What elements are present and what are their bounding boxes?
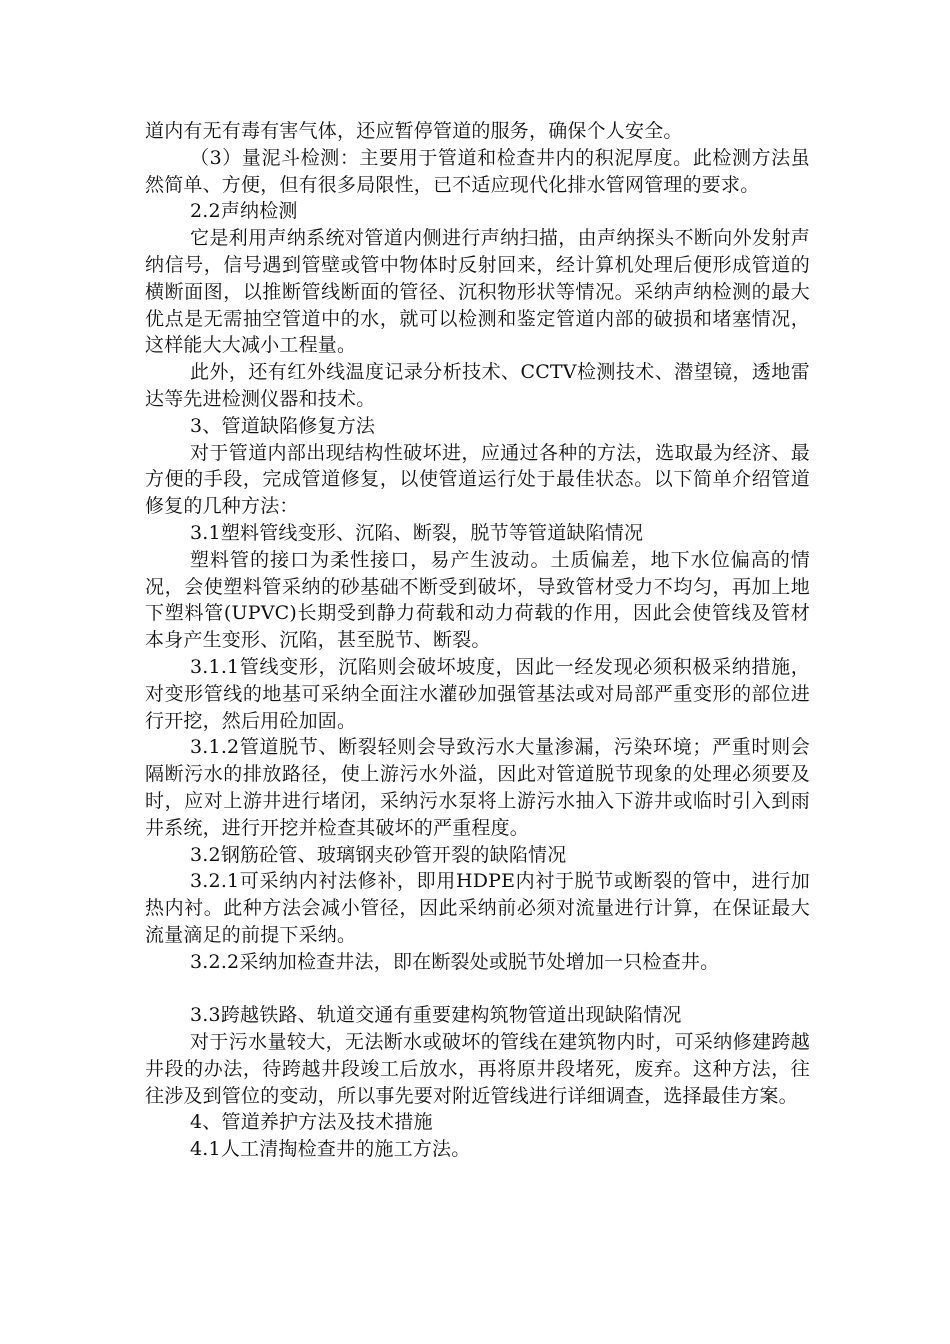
paragraph: 对于管道内部出现结构性破坏进，应通过各种的方法，选取最为经济、最方便的手段，完成管道修复，以使管道运行处于最佳状态。以下简单介绍管道修复的几种方法：: [145, 441, 810, 518]
paragraph: 塑料管的接口为柔性接口，易产生波动。土质偏差，地下水位偏高的情况，会使塑料管采纳的砂基础不断受到破坏，导致管材受力不均匀，再加上地下塑料管(UPVC)长期受到静力荷载和动力荷载的作用，因此会使管线及管材本身产生变形、沉陷，甚至脱节、断裂。: [145, 548, 810, 652]
section-heading: 4、管道养护方法及技术措施: [190, 1111, 433, 1134]
section-heading: 3.1塑料管线变形、沉陷、断裂，脱节等管道缺陷情况: [190, 521, 644, 544]
paragraph: 3.2.2采纳加检查井法，即在断裂处或脱节处增加一只检查井。: [190, 950, 720, 973]
section-heading: 2.2声纳检测: [190, 200, 298, 223]
paragraph: 3.2.1可采纳内衬法修补，即用HDPE内衬于脱节或断裂的管中，进行加热内衬。此种方法会减小管径，因此采纳前必须对流量进行计算，在保证最大流量滴足的前提下采纳。: [145, 870, 810, 946]
section-heading: 4.1人工清掏检查井的施工方法。: [190, 1138, 471, 1161]
document-body: [145, 118, 810, 1163]
paragraph: 道内有无有毒有害气体，还应暂停管道的服务，确保个人安全。: [145, 120, 683, 142]
paragraph: （3）量泥斗检测：主要用于管道和检查井内的积泥厚度。此检测方法虽然简单、方便，但有很多局限性，已不适应现代化排水管网管理的要求。: [145, 146, 810, 196]
paragraph: 3.1.1管线变形，沉陷则会破坏坡度，因此一经发现必须积极采纳措施，对变形管线的地基可采纳全面注水灌砂加强管基法或对局部严重变形的部位进行开挖，然后用砼加固。: [145, 655, 810, 732]
blank-line: [145, 976, 810, 1003]
section-heading: 3、管道缺陷修复方法: [190, 414, 376, 437]
section-heading: 3.2钢筋砼管、玻璃钢夹砂管开裂的缺陷情况: [190, 843, 567, 866]
paragraph: 它是利用声纳系统对管道内侧进行声纳扫描，由声纳探头不断向外发射声纳信号，信号遇到管壁或管中物体时反射回来，经计算机处理后便形成管道的横断面图，以推断管线断面的管径、沉积物形状等情况。采纳声纳检测的最大优点是无需抽空管道中的水，就可以检测和鉴定管道内部的破损和堵塞情况，这样能大大减小工程量。: [145, 227, 810, 357]
paragraph: 3.1.2管道脱节、断裂轻则会导致污水大量渗漏，污染环境；严重时则会隔断污水的排放路径，使上游污水外溢，因此对管道脱节现象的处理必须要及时，应对上游井进行堵闭，采纳污水泵将上游污水抽入下游井或临时引入到雨井系统，进行开挖并检查其破坏的严重程度。: [145, 736, 810, 839]
paragraph: 此外，还有红外线温度记录分析技术、CCTV检测技术、潜望镜，透地雷达等先进检测仪器和技术。: [145, 361, 810, 410]
section-heading: 3.3跨越铁路、轨道交通有重要建构筑物管道出现缺陷情况: [190, 1004, 682, 1027]
paragraph: 对于污水量较大，无法断水或破坏的管线在建筑物内时，可采纳修建跨越井段的办法，待跨越井段竣工后放水，再将原井段堵死，废弃。这种方法，往往涉及到管位的变动，所以事先要对附近管线进行详细调查，选择最佳方案。: [145, 1031, 810, 1107]
